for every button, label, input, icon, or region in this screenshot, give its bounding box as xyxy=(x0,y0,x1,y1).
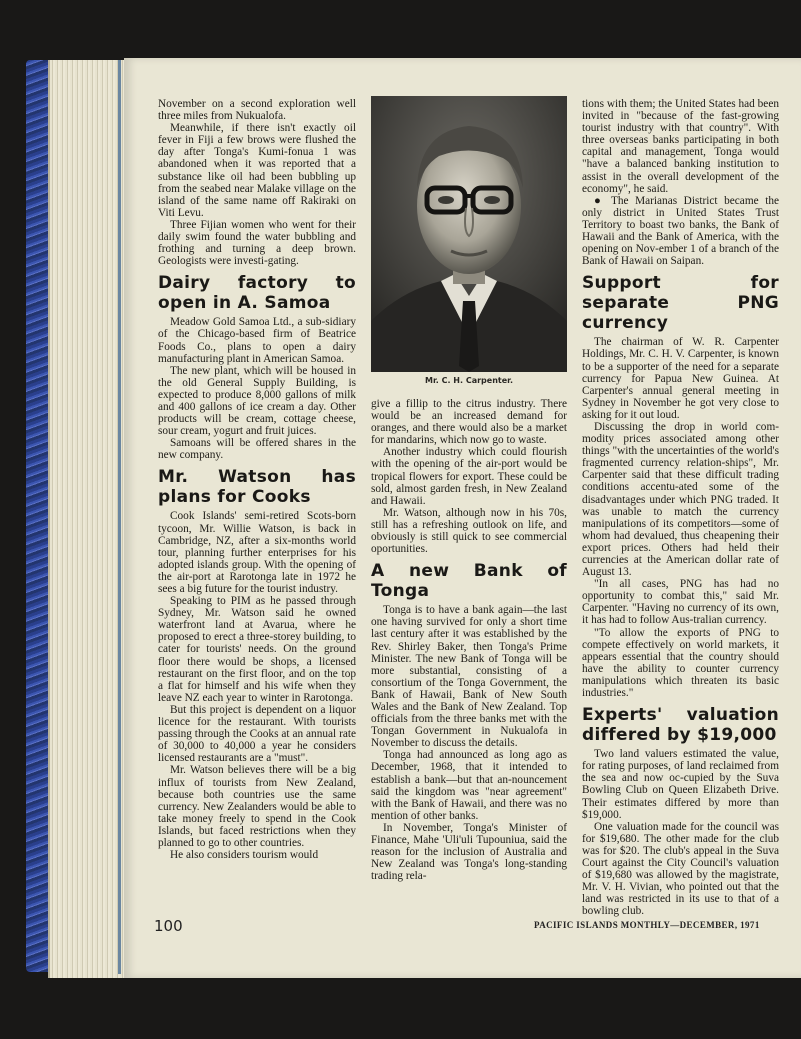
column-3 xyxy=(582,98,779,917)
paragraph: tions with them; the United States had been invited in "because of the fast-growing tourist industry with that country". With three overseas banks participating in both capital and management, Tonga would "have a balanced banking institution to assist in the overall development of the economy", he said. xyxy=(582,98,779,195)
paragraph: Meanwhile, if there isn't exactly oil fever in Fiji a few brows were flushed the day after Tonga's Kumi-fonua 1 was abandoned when it was reported that a substance like oil had been bubbling up from the seabed near Malake village on the island of the same name off Rakiraki on Viti Levu. xyxy=(158,122,356,219)
headline-valuation: Experts' valuation differed by $19,000 xyxy=(582,705,779,746)
magazine-page xyxy=(124,58,801,978)
headline-bank-of-tonga: A new Bank of Tonga xyxy=(371,561,567,602)
headline-png-currency: Support for separate PNG currency xyxy=(582,273,779,334)
headline-watson-plans: Mr. Watson has plans for Cooks xyxy=(158,467,356,508)
paragraph: But this project is dependent on a liquor licence for the restaurant. With tourists passing through the Cooks at an annual rate of 30,000 to 40,000 a year he considers licensed restaurants are a "must". xyxy=(158,703,356,765)
headline-dairy-factory: Dairy factory to open in A. Samoa xyxy=(158,273,356,314)
paragraph: He also considers tourism would xyxy=(170,849,319,862)
paragraph: Samoans will be offered shares in the new company. xyxy=(158,437,356,462)
paragraph: Tonga had announced as long ago as December, 1968, that it intended to establish a bank—but that an-nouncement said the kingdom was "near agreement" with the Bank of Hawaii, and there was no mention of other banks. xyxy=(371,749,567,822)
paragraph: "To allow the exports of PNG to compete effectively on world markets, it appears essential that the country should have the ability to counter currency manipulations which threaten its basic industries." xyxy=(582,626,779,700)
paragraph: The new plant, which will be housed in the old General Supply Building, is expected to produce 8,000 gallons of milk and 400 gallons of ice cream a day. Other products will be cream, cottage cheese, sour cream, yogurt and fruit juices. xyxy=(158,364,356,438)
binding-line xyxy=(118,60,121,974)
paragraph: The chairman of W. R. Carpenter Holdings, Mr. C. H. V. Carpenter, is known to be a supporter of the need for a separate currency for Papua New Guinea. At Carpenter's annual general meeting in Sydney in November he got very close to asking for it out loud. xyxy=(582,336,779,421)
paragraph: November on a second exploration well three miles from Nukualofa. xyxy=(158,98,356,123)
paragraph: Speaking to PIM as he passed through Sydney, Mr. Watson said he owned waterfront land at Avarua, where he proposed to erect a three-storey building, to cater for tourists' needs. On the ground floor there would be shops, a licensed restaurant on the first floor, and on the top a flat for himself and his wife when they leave NZ each year to winter in Rarotonga. xyxy=(158,595,356,704)
paragraph: Meadow Gold Samoa Ltd., a sub-sidiary of the Chicago-based firm of Beatrice Foods Co., plans to open a dairy manufacturing plant in American Samoa. xyxy=(158,316,356,365)
paragraph: Mr. Watson, although now in his 70s, still has a refreshing outlook on life, and obviously is still quick to see commercial oportunities. xyxy=(371,506,567,556)
paragraph: Discussing the drop in world com-modity prices associated among other things "with the uncertainties of the world's fragmented currency relation-ships", Mr. Carpenter said that these difficult trading conditions accentu-ated some of the disadvantages under which PNG traded. It was unable to match the currency manipulations of its competitors—some of whom had devalued, thus cheapening their export prices. Others had held their currencies at the American dollar rate of August 13. xyxy=(582,420,779,579)
running-footer: PACIFIC ISLANDS MONTHLY—DECEMBER, 1971 xyxy=(534,920,760,930)
paragraph: In November, Tonga's Minister of Finance, Mahe 'Uli'uli Tupouniua, said the reason for the inclusion of Australia and New Zealand was Tonga's long-standing trading rela- xyxy=(371,821,567,883)
paragraph: "In all cases, PNG has had no opportunity to combat this," said Mr. Carpenter. "Having no currency of its own, it has had to follow Aus-tralian currency. xyxy=(582,578,779,627)
paragraph: Two land valuers estimated the value, for rating purposes, of land reclaimed from the sea and now oc-cupied by the Suva Bowling Club on Queen Elizabeth Drive. Their estimates differed by more than $19,000. xyxy=(582,748,779,821)
portrait-illustration xyxy=(371,96,567,372)
paragraph: ● The Marianas District became the only district in United States Trust Territory to boast two banks, the Bank of Hawaii and the Bank of America, with the opening on Nov-ember 1 of a branch of the Bank of Hawaii on Saipan. xyxy=(582,194,779,268)
page-stack-edge xyxy=(48,60,136,978)
book-binding xyxy=(26,60,50,972)
column-2 xyxy=(371,398,567,882)
paragraph: give a fillip to the citrus industry. There would be an increased demand for oranges, and there would also be a market for mandarins, which now go to waste. xyxy=(371,398,567,447)
paragraph: Cook Islands' semi-retired Scots-born tycoon, Mr. Willie Watson, is back in Cambridge, NZ, after a six-months world tour, planning further enterprises for his adopted islands group. With the opening of the air-port at Rarotonga late in 1972 he sees a big future for the tourist industry. xyxy=(158,510,356,595)
column-1 xyxy=(158,98,356,861)
paragraph: Tonga is to have a bank again—the last one having survived for only a short time last century after it was established by the Rev. Shirley Baker, then Tonga's Prime Minister. The new Bank of Tonga will be more substantial, consisting of a consortium of the Tonga Government, the Bank of Hawaii, Bank of New South Wales and the Bank of New Zealand. Top officials from the three banks met with the Tongan Government in Nukualofa in November to discuss the details. xyxy=(371,604,567,750)
paragraph: Mr. Watson believes there will be a big influx of tourists from New Zealand, because both countries use the same currency. New Zealanders would be able to take money freely to spend in the Cook Islands, but faced restrictions when they planned to go to other countries. xyxy=(158,764,356,849)
paragraph: One valuation made for the council was for $19,680. The other made for the club was for $20. The club's appeal in the Suva Court against the City Council's valuation of $19,680 was allowed by the magistrate, Mr. V. H. Vivian, who pointed out that the land was restricted in its use to that of a bowling club. xyxy=(582,820,779,918)
page-number: 100 xyxy=(154,917,183,935)
paragraph: Another industry which could flourish with the opening of the air-port would be tropical flowers for export. These could be sold, almost garden fresh, in New Zealand and Hawaii. xyxy=(371,446,567,507)
portrait-photo xyxy=(371,96,567,372)
photo-caption: Mr. C. H. Carpenter. xyxy=(425,376,513,385)
paragraph: Three Fijian women who went for their daily swim found the water bubbling and frothing and turning a deep brown. Geologists were investi-gating. xyxy=(158,218,356,268)
